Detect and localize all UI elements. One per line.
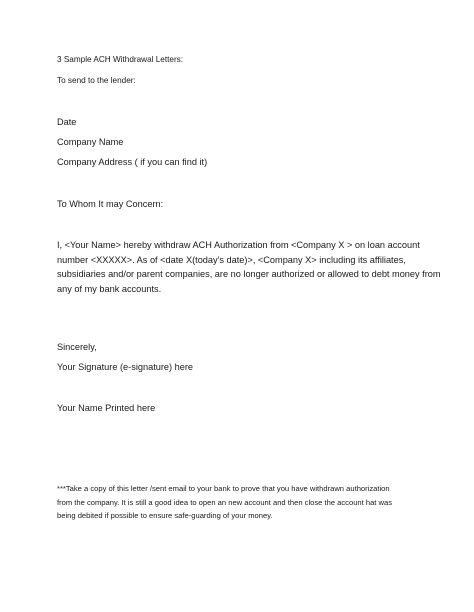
- closing: Sincerely,: [57, 342, 97, 352]
- letter-body-paragraph: [57, 238, 441, 297]
- salutation: To Whom It may Concern:: [57, 199, 164, 209]
- note-line: being debited if possible to ensure safe-guarding of your money.: [57, 511, 273, 520]
- body-line: subsidiaries and/or parent companies, are no longer authorized or allowed to debt money from: [57, 269, 441, 280]
- printed-name-placeholder: Your Name Printed here: [57, 403, 156, 413]
- document-title: 3 Sample ACH Withdrawal Letters:: [57, 55, 184, 64]
- document-subtitle: To send to the lender:: [57, 76, 136, 85]
- note-line: ***Take a copy of this letter /sent email to your bank to prove that you have withdrawn authorization: [57, 484, 390, 493]
- body-line: I, <Your Name> hereby withdraw ACH Authorization from <Company X > on loan account: [57, 240, 420, 250]
- footnote: [57, 482, 422, 523]
- signature-placeholder: Your Signature (e-signature) here: [57, 362, 194, 372]
- date-placeholder: Date: [57, 117, 77, 127]
- company-address-placeholder: Company Address ( if you can find it): [57, 157, 208, 167]
- body-line: number <XXXXX>. As of <date X(today's date)>, <Company X> including its affiliates,: [57, 254, 406, 265]
- company-name-placeholder: Company Name: [57, 137, 124, 147]
- body-line: any of my bank accounts.: [57, 284, 162, 295]
- note-line: from the company. It is still a good idea to open an new account and then close the account hat was: [57, 497, 393, 507]
